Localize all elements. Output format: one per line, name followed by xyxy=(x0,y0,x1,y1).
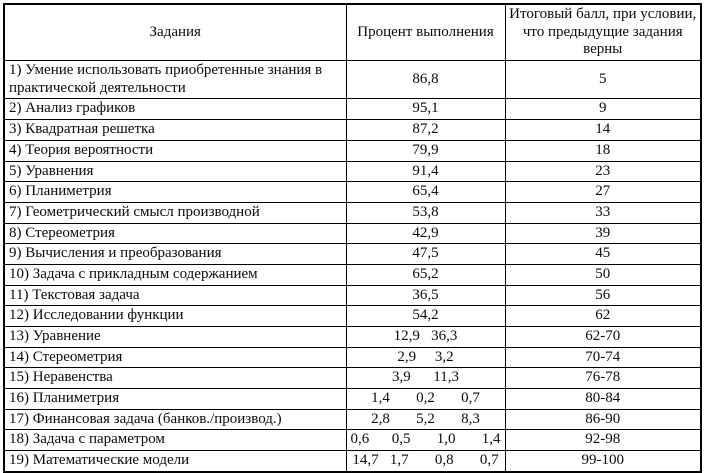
table-row xyxy=(4,202,701,223)
score-cell: 33 xyxy=(505,202,701,223)
score-cell: 80-84 xyxy=(505,389,701,410)
task-cell: 9) Вычисления и преобразования xyxy=(4,244,346,265)
percent-cell: 2,8 5,2 8,3 xyxy=(346,409,505,430)
percent-cell: 65,2 xyxy=(346,264,505,285)
task-cell: 18) Задача с параметром xyxy=(4,430,346,451)
score-table-body xyxy=(4,61,701,472)
score-cell: 39 xyxy=(505,223,701,244)
percent-cell: 42,9 xyxy=(346,223,505,244)
percent-cell: 3,9 11,3 xyxy=(346,368,505,389)
score-cell: 92-98 xyxy=(505,430,701,451)
table-row xyxy=(4,99,701,120)
percent-cell: 54,2 xyxy=(346,306,505,327)
table-row xyxy=(4,61,701,99)
score-cell: 23 xyxy=(505,161,701,182)
table-row xyxy=(4,368,701,389)
score-cell: 86-90 xyxy=(505,409,701,430)
percent-cell: 95,1 xyxy=(346,99,505,120)
task-cell: 13) Уравнение xyxy=(4,327,346,348)
table-row xyxy=(4,451,701,472)
task-cell: 4) Теория вероятности xyxy=(4,140,346,161)
task-cell: 1) Умение использовать приобретенные знания в практической деятельности xyxy=(4,61,346,99)
col-header-percent: Процент выполнения xyxy=(346,4,505,61)
table-row xyxy=(4,120,701,141)
task-cell: 10) Задача с прикладным содержанием xyxy=(4,264,346,285)
table-row xyxy=(4,264,701,285)
table-row xyxy=(4,223,701,244)
task-cell: 12) Исследовании функции xyxy=(4,306,346,327)
percent-cell: 2,9 3,2 xyxy=(346,347,505,368)
score-cell: 9 xyxy=(505,99,701,120)
table-row xyxy=(4,182,701,203)
task-cell: 11) Текстовая задача xyxy=(4,285,346,306)
percent-cell: 14,7 1,7 0,8 0,7 xyxy=(346,451,505,472)
col-header-tasks: Задания xyxy=(4,4,346,61)
task-cell: 5) Уравнения xyxy=(4,161,346,182)
score-cell: 62 xyxy=(505,306,701,327)
task-cell: 17) Финансовая задача (банков./производ.) xyxy=(4,409,346,430)
task-cell: 19) Математические модели xyxy=(4,451,346,472)
score-cell: 62-70 xyxy=(505,327,701,348)
task-cell: 7) Геометрический смысл производной xyxy=(4,202,346,223)
task-cell: 14) Стереометрия xyxy=(4,347,346,368)
percent-cell: 36,5 xyxy=(346,285,505,306)
percent-cell: 91,4 xyxy=(346,161,505,182)
percent-cell: 86,8 xyxy=(346,61,505,99)
task-cell: 2) Анализ графиков xyxy=(4,99,346,120)
score-cell: 99-100 xyxy=(505,451,701,472)
task-cell: 8) Стереометрия xyxy=(4,223,346,244)
percent-cell: 53,8 xyxy=(346,202,505,223)
percent-cell: 12,9 36,3 xyxy=(346,327,505,348)
col-header-score: Итоговый балл, при условии, что предыдущие задания верны xyxy=(505,4,701,61)
percent-cell: 1,4 0,2 0,7 xyxy=(346,389,505,410)
percent-cell: 47,5 xyxy=(346,244,505,265)
table-row xyxy=(4,409,701,430)
score-table xyxy=(3,3,702,473)
percent-cell: 87,2 xyxy=(346,120,505,141)
table-row xyxy=(4,430,701,451)
score-cell: 14 xyxy=(505,120,701,141)
table-row xyxy=(4,389,701,410)
percent-cell: 0,6 0,5 1,0 1,4 xyxy=(346,430,505,451)
score-cell: 50 xyxy=(505,264,701,285)
table-row xyxy=(4,327,701,348)
header-row xyxy=(4,4,701,61)
score-cell: 18 xyxy=(505,140,701,161)
score-cell: 5 xyxy=(505,61,701,99)
percent-cell: 79,9 xyxy=(346,140,505,161)
task-cell: 15) Неравенства xyxy=(4,368,346,389)
table-row xyxy=(4,306,701,327)
score-cell: 45 xyxy=(505,244,701,265)
task-cell: 3) Квадратная решетка xyxy=(4,120,346,141)
task-cell: 6) Планиметрия xyxy=(4,182,346,203)
percent-cell: 65,4 xyxy=(346,182,505,203)
score-table-header xyxy=(4,4,701,61)
score-cell: 27 xyxy=(505,182,701,203)
table-row xyxy=(4,347,701,368)
score-cell: 70-74 xyxy=(505,347,701,368)
table-row xyxy=(4,140,701,161)
table-row xyxy=(4,161,701,182)
score-cell: 56 xyxy=(505,285,701,306)
table-row xyxy=(4,285,701,306)
score-cell: 76-78 xyxy=(505,368,701,389)
task-cell: 16) Планиметрия xyxy=(4,389,346,410)
table-row xyxy=(4,244,701,265)
